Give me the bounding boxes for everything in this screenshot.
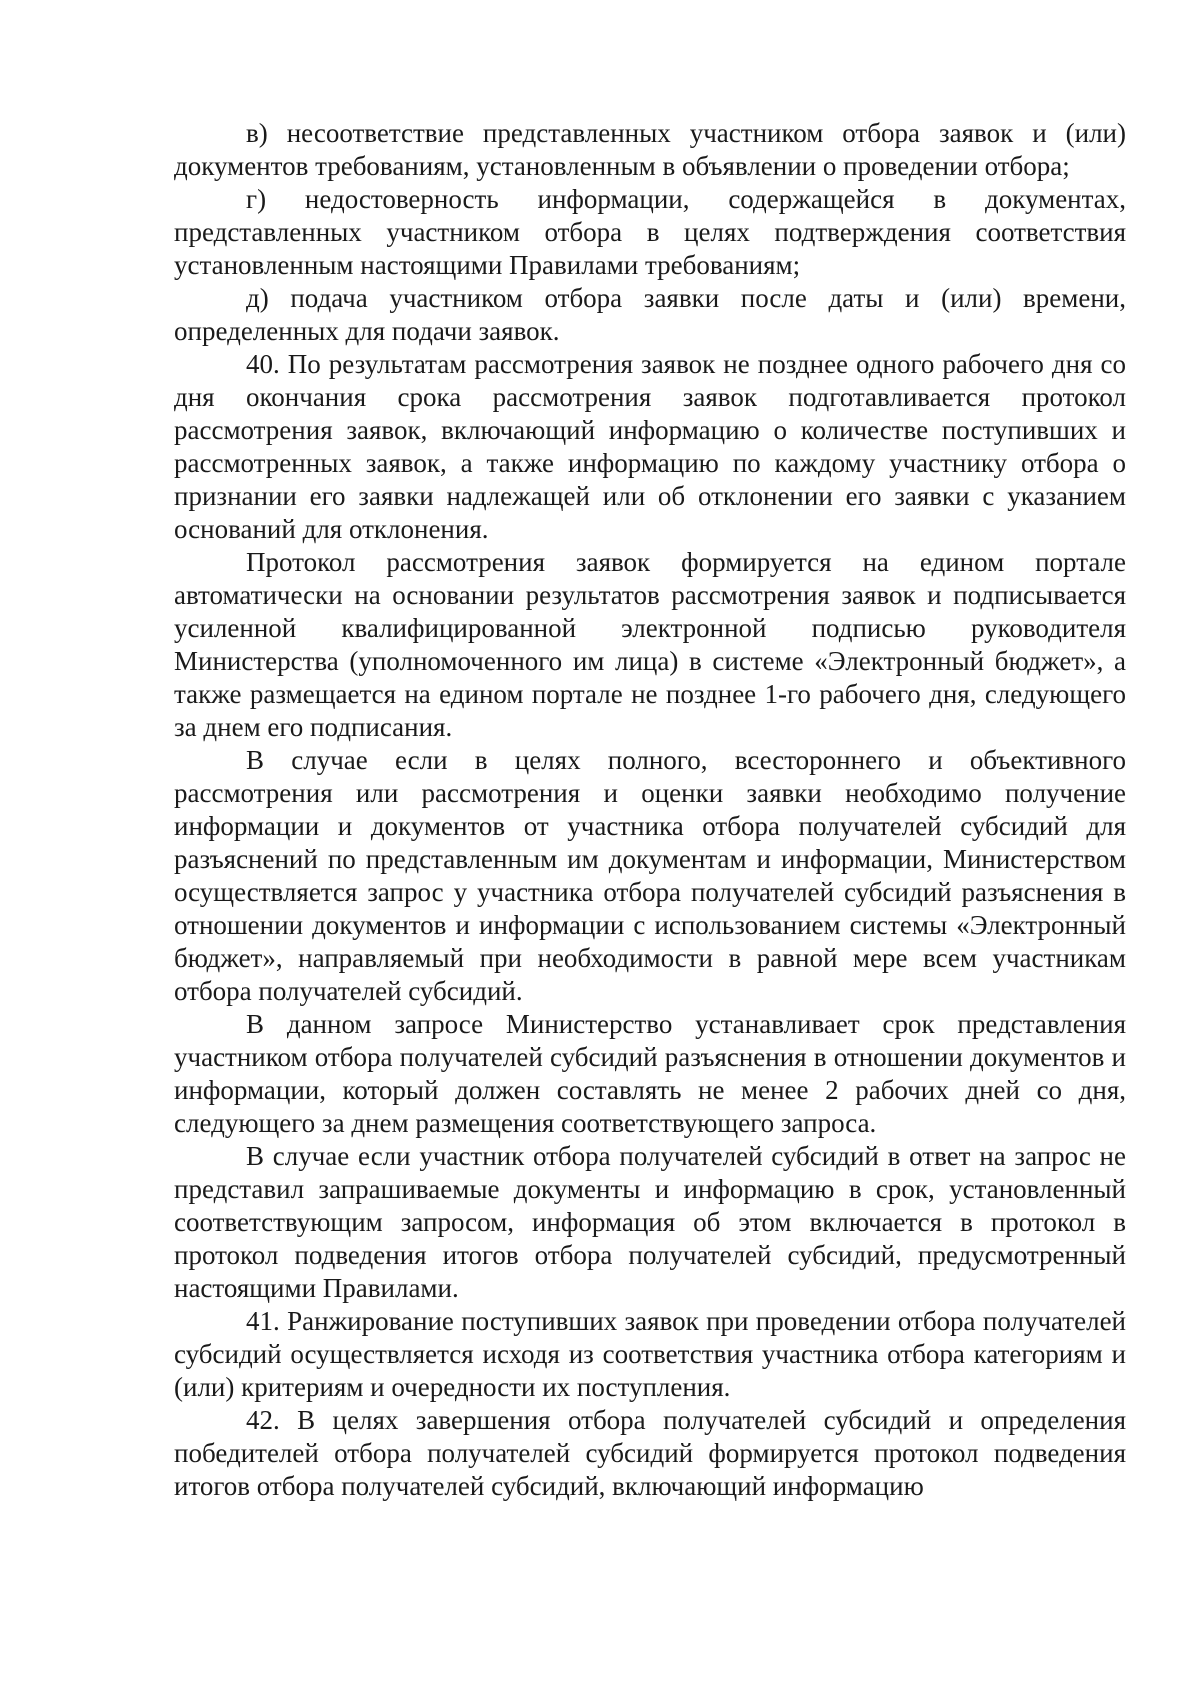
paragraph-item-v: в) несоответствие представленных участником отбора заявок и (или) документов требованиям, установленным в объявлении о проведении отбора; (174, 118, 1126, 181)
paragraph-protocol: Протокол рассмотрения заявок формируется на едином портале автоматически на основании результатов рассмотрения заявок и подписывается усиленной квалифицированной электронной подписью руководителя Министерства (уполномоченного им лица) в системе «Электронный бюджет», а также размещается на едином портале не позднее 1-го рабочего дня, следующего за днем его подписания. (174, 547, 1126, 742)
paragraph-item-g: г) недостоверность информации, содержащейся в документах, представленных участником отбора в целях подтверждения соответствия установленным настоящими Правилами требованиям; (174, 184, 1126, 280)
paragraph-request-deadline: В данном запросе Министерство устанавливает срок представления участником отбора получателей субсидий разъяснения в отношении документов и информации, который должен составлять не менее 2 рабочих дней со дня, следующего за днем размещения соответствующего запроса. (174, 1009, 1126, 1138)
paragraph-42: 42. В целях завершения отбора получателей субсидий и определения победителей отбора получателей субсидий формируется протокол подведения итогов отбора получателей субсидий, включающий информацию (174, 1405, 1126, 1501)
paragraph-clarification-request: В случае если в целях полного, всестороннего и объективного рассмотрения или рассмотрения и оценки заявки необходимо получение информации и документов от участника отбора получателей субсидий для разъяснений по представленным им документам и информации, Министерством осуществляется запрос у участника отбора получателей субсидий разъяснения в отношении документов и информации с использованием системы «Электронный бюджет», направляемый при необходимости в равной мере всем участникам отбора получателей субсидий. (174, 745, 1126, 1006)
document-body (174, 117, 1126, 1503)
paragraph-41: 41. Ранжирование поступивших заявок при проведении отбора получателей субсидий осуществляется исходя из соответствия участника отбора категориям и (или) критериям и очередности их поступления. (174, 1306, 1126, 1402)
paragraph-40: 40. По результатам рассмотрения заявок не позднее одного рабочего дня со дня окончания срока рассмотрения заявок подготавливается протокол рассмотрения заявок, включающий информацию о количестве поступивших и рассмотренных заявок, а также информацию по каждому участнику отбора о признании его заявки надлежащей или об отклонении его заявки с указанием оснований для отклонения. (174, 349, 1126, 544)
paragraph-no-response: В случае если участник отбора получателей субсидий в ответ на запрос не представил запрашиваемые документы и информацию в срок, установленный соответствующим запросом, информация об этом включается в протокол в протокол подведения итогов отбора получателей субсидий, предусмотренный настоящими Правилами. (174, 1141, 1126, 1303)
paragraph-item-d: д) подача участником отбора заявки после даты и (или) времени, определенных для подачи заявок. (174, 283, 1126, 346)
